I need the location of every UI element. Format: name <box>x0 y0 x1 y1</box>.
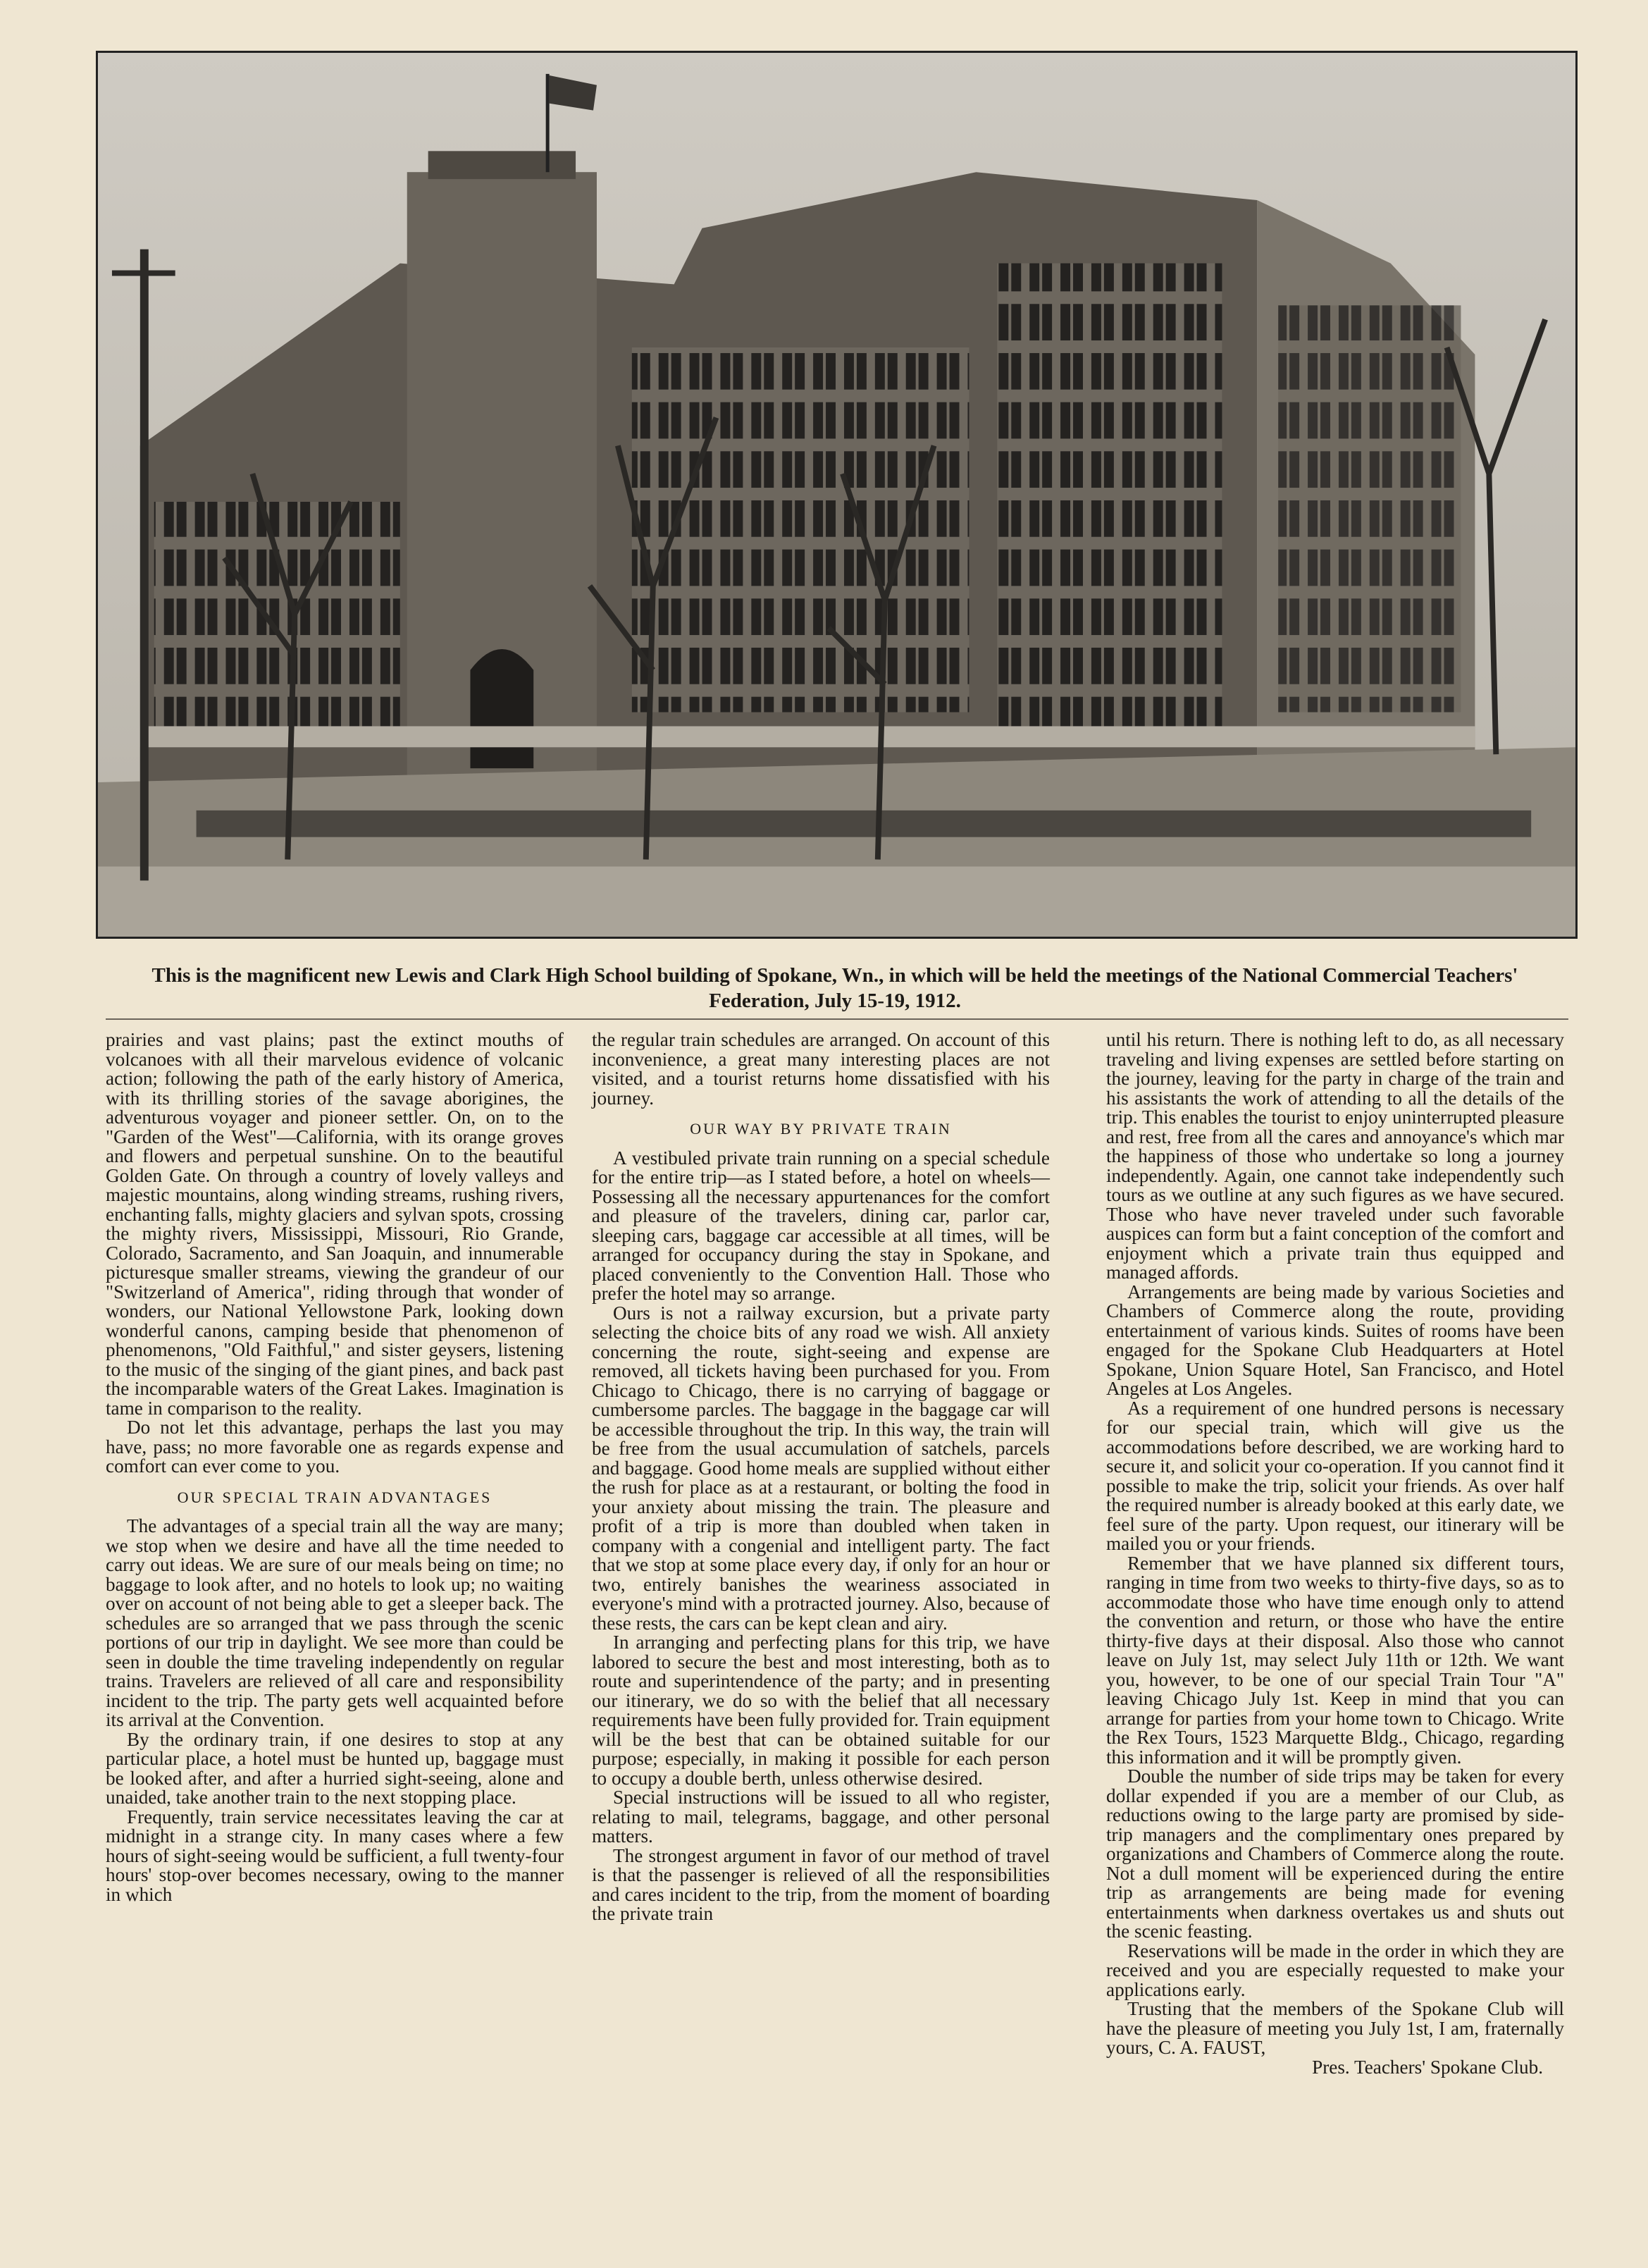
paragraph: the regular train schedules are arranged. On account of this inconvenience, a great many interesting places are not visited, and a tourist returns home dissatisfied with his journey. <box>592 1029 1050 1109</box>
text-column-1 <box>106 1030 564 1904</box>
paragraph: Reservations will be made in the order in which they are received and you are especially requested to make your applications early. <box>1106 1940 1564 2000</box>
paragraph: Arrangements are being made by various Societies and Chambers of Commerce along the route, providing entertainment of various kinds. Suites of rooms have been engaged for the Spokane Club Headquarters at Hotel Spokane, Union Square Hotel, San Francisco, and Hotel Angeles at Los Angeles. <box>1106 1281 1564 1399</box>
paragraph: Ours is not a railway excursion, but a private party selecting the choice bits of any road we wish. All anxiety concerning the route, sight-seeing and expense are removed, all tickets having been purchased for you. From Chicago to Chicago, there is no carrying of baggage or cumbersome parcles. The baggage in the baggage car will be accessible throughout the trip. In this way, the train will be free from the usual accumulation of satchels, parcels and baggage. Good home meals are supplied without either the rush for place as at a restaurant, or bolting the food in your anxiety about missing the train. The pleasure and profit of a trip is more than doubled when taken in company with a congenial and intelligent party. The fact that we stop at some place every day, if only for an hour or two, entirely banishes the weariness associated in everyone's mind with a protracted journey. Also, because of these rests, the cars can be kept clean and airy. <box>592 1302 1050 1634</box>
paragraph: prairies and vast plains; past the extinct mouths of volcanoes with all their marvelous evidence of volcanic action; following the path of the early history of America, with its thrilling stories of the savage aborigines, the adventurous voyager and pioneer settler. On, on to the "Garden of the West"—California, with its orange groves and flowers and perpetual sunshine. On to the beautiful Golden Gate. On through a country of lovely valleys and majestic mountains, along winding streams, rushing rivers, enchanting falls, mighty glaciers and sylvan spots, crossing the mighty rivers, Mississippi, Missouri, Rio Grande, Colorado, Sacramento, and San Joaquin, and innumerable picturesque smaller streams, viewing the grandeur of our "Switzerland of America", riding through that wonder of wonders, our National Yellowstone Park, looking down wonderful canons, camping beside that phenomenon of phenomenons, "Old Faithful," and sister geysers, listening to the music of the singing of the giant pines, and back past the incomparable waters of the Great Lakes. Imagination is tame in comparison to the reality. <box>106 1029 564 1419</box>
text-column-3 <box>1106 1030 1564 2077</box>
paragraph: Special instructions will be issued to all who register, relating to mail, telegrams, baggage, and other personal matters. <box>592 1787 1050 1847</box>
text-column-2 <box>592 1030 1050 1924</box>
paragraph: Double the number of side trips may be taken for every dollar expended if you are a member of our Club, as reductions owing to the large party are promised by side-trip managers and the complimentary ones prepared by organizations and Chambers of Commerce along the route. Not a dull moment will be experienced during the entire trip as arrangements are being made for evening entertainments when darkness overtakes us and shuts out the scenic feasting. <box>1106 1765 1564 1942</box>
section-heading: OUR WAY BY PRIVATE TRAIN <box>690 1120 952 1138</box>
section-heading: OUR SPECIAL TRAIN ADVANTAGES <box>177 1488 492 1506</box>
caption-divider <box>106 1018 1568 1020</box>
paragraph: In arranging and perfecting plans for this trip, we have labored to secure the best and most interesting, both as to route and superintendence of the party; and in presenting our itinerary, we do so with the belief that all necessary requirements have been fully provided for. Train equipment will be the best that can be obtained suitable for our purpose; especially, in making it possible for each person to occupy a double berth, unless otherwise desired. <box>592 1632 1050 1789</box>
paragraph: until his return. There is nothing left to do, as all necessary traveling and living expenses are settled before starting on the journey, leaving for the party in charge of the train and his assistants the work of attending to all the details of the trip. This enables the tourist to enjoy uninterrupted pleasure and rest, free from all the cares and annoyance's which mar the happiness of those who undertake so long a journey independently. Again, one cannot take independently such tours as we outline at any such figures as we have secured. Those who have never traveled under such favorable auspices can form but a faint conception of the comfort and enjoyment which a private train thus equipped and managed affords. <box>1106 1029 1564 1283</box>
signature-line: Pres. Teachers' Spokane Club. <box>1312 2056 1543 2078</box>
paragraph: Frequently, train service necessitates leaving the car at midnight in a strange city. In many cases where a few hours of sight-seeing would be sufficient, a full twenty-four hours' stop-over becomes necessary, owing to the manner in which <box>106 1806 564 1905</box>
paragraph: Do not let this advantage, perhaps the last you may have, pass; no more favorable one as regards expense and comfort can ever come to you. <box>106 1417 564 1477</box>
paragraph: Trusting that the members of the Spokane Club will have the pleasure of meeting you July 1st, I am, fraternally yours, C. A. FAUST, <box>1106 1998 1564 2058</box>
paragraph: A vestibuled private train running on a special schedule for the entire trip—as I stated before, a hotel on wheels—Possessing all the necessary appurtenances for the comfort and pleasure of the travelers, dining car, parlor car, sleeping cars, baggage car accessible at all times, will be arranged for occupancy during the stay in Spokane, and placed conveniently to the Convention Hall. Those who prefer the hotel may so arrange. <box>592 1147 1050 1304</box>
photo-caption: This is the magnificent new Lewis and Clark High School building of Spokane, Wn., in which will be held the meetings of the National Commercial Teachers' Federation, July 15-19, 1912. <box>151 964 1518 1012</box>
school-photo <box>96 51 1578 939</box>
school-building-illustration <box>98 53 1575 937</box>
paragraph: By the ordinary train, if one desires to stop at any particular place, a hotel must be hunted up, baggage must be looked after, and after a hurried sight-seeing, alone and unaided, take another train to the next stopping place. <box>106 1728 564 1808</box>
paragraph: Remember that we have planned six different tours, ranging in time from two weeks to thirty-five days, so as to accommodate those who have time enough only to attend the convention and return, or those who have the entire thirty-five days at their disposal. Also those who cannot leave on July 1st, may select July 11th or 12th. We want you, however, to be one of our special Train Tour "A" leaving Chicago July 1st. Keep in mind that you can arrange for parties from your home town to Chicago. Write the Rex Tours, 1523 Marquette Bldg., Chicago, regarding this information and it will be promptly given. <box>1106 1552 1564 1768</box>
paragraph: As a requirement of one hundred persons is necessary for our special train, which will give us the accommodations before described, we are working hard to secure it, and solicit your co-operation. If you cannot find it possible to make the trip, solicit your friends. As over half the required number is already booked at this early date, we feel sure of the party. Upon request, our itinerary will be mailed you or your friends. <box>1106 1397 1564 1554</box>
paragraph: The advantages of a special train all the way are many; we stop when we desire and have all the time needed to carry out ideas. We are sure of our meals being on time; no baggage to look after, and no hotels to look up; no waiting over on account of not being able to get a sleeper back. The schedules are so arranged that we pass through the scenic portions of our trip in daylight. We see more than could be seen in double the time traveling independently on regular trains. Travelers are relieved of all care and responsibility incident to the trip. The party gets well acquainted before its arrival at the Convention. <box>106 1515 564 1730</box>
paragraph: The strongest argument in favor of our method of travel is that the passenger is relieved of all the responsibilities and cares incident to the trip, from the moment of boarding the private train <box>592 1844 1050 1924</box>
